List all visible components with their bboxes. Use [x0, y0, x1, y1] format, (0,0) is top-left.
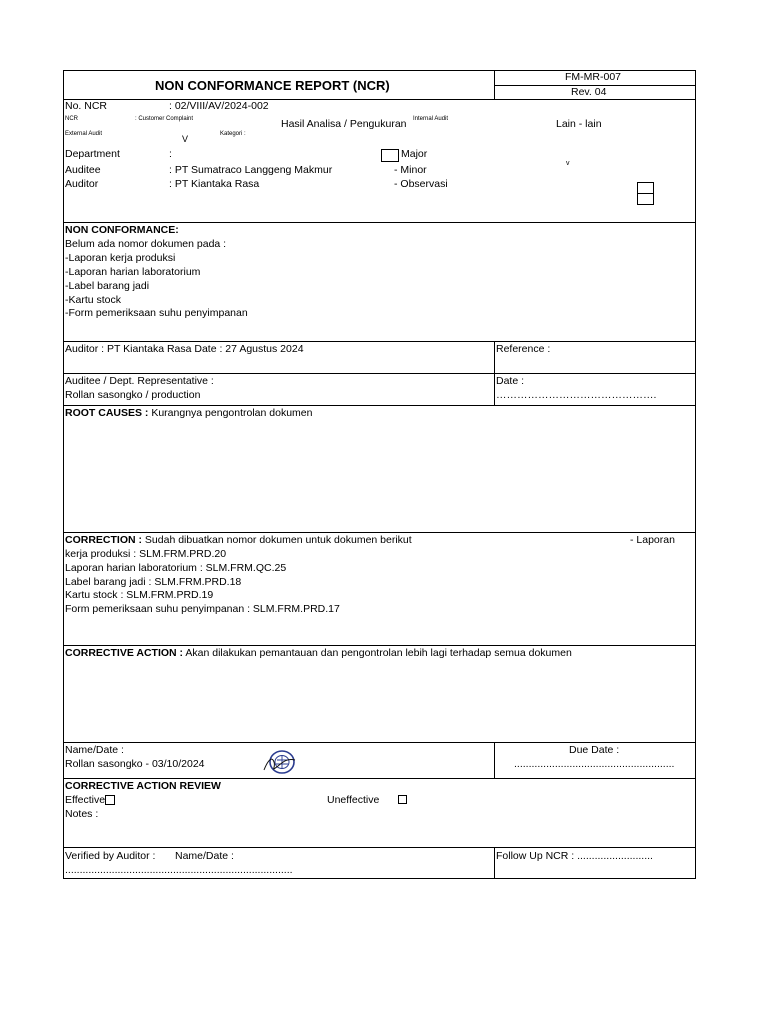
header-bottom-line [63, 99, 696, 100]
reference-label: Reference : [496, 343, 551, 355]
internal-audit-option: Internal Audit [413, 116, 449, 122]
corrective-action [65, 647, 572, 660]
auditee-label: Auditee [65, 164, 101, 176]
info-bottom-line [63, 222, 696, 223]
hasil-analisa-option: Hasil Analisa / Pengukuran [281, 118, 407, 130]
verified-by-auditor-label: Verified by Auditor : [65, 850, 156, 862]
representative-bottom-line [63, 405, 696, 406]
form-revision: Rev. 04 [571, 86, 607, 98]
root-causes-text: Kurangnya pengontrolan dokumen [151, 407, 313, 419]
correction-line: kerja produksi : SLM.FRM.PRD.20 [65, 548, 227, 560]
major-label: Major [401, 148, 428, 160]
correction-first-line [65, 534, 412, 547]
corrective-action-bottom-line [63, 742, 696, 743]
auditor-label: Auditor [65, 178, 99, 190]
nonconformance-line: -Form pemeriksaan suhu penyimpanan [65, 307, 248, 319]
corrective-action-label: CORRECTIVE ACTION : [65, 647, 184, 659]
correction-label: CORRECTION : [65, 534, 142, 546]
root-causes [65, 407, 312, 420]
nonconformance-line: -Laporan harian laboratorium [65, 266, 201, 278]
lain-lain-option: Lain - lain [556, 118, 602, 130]
due-date-label: Due Date : [569, 744, 620, 756]
no-ncr-label: No. NCR [65, 100, 108, 112]
nonconformance-bottom-line [63, 341, 696, 342]
verify-signature-field[interactable]: .............................................................................. [65, 864, 293, 876]
correction-bottom-line [63, 645, 696, 646]
notes-label: Notes : [65, 808, 99, 820]
signature-stamp [262, 748, 298, 776]
effective-label: Effective [65, 794, 106, 806]
signoff-divider [494, 742, 495, 778]
ncr-label: NCR [65, 116, 78, 122]
department-label: Department [65, 148, 120, 160]
observasi-checkbox[interactable] [637, 193, 654, 205]
minor-check-mark: v [566, 160, 570, 167]
correction-line: Kartu stock : SLM.FRM.PRD.19 [65, 589, 214, 601]
no-ncr-value: : 02/VIII/AV/2024-002 [169, 100, 269, 112]
uneffective-checkbox[interactable] [398, 795, 407, 804]
review-bottom-line [63, 847, 696, 848]
external-audit-option: External Audit [65, 131, 103, 137]
root-causes-label: ROOT CAUSES : [65, 407, 149, 419]
correction-line: Label barang jadi : SLM.FRM.PRD.18 [65, 576, 242, 588]
auditor-value: : PT Kiantaka Rasa [169, 178, 260, 190]
nonconformance-line: -Kartu stock [65, 294, 122, 306]
effective-checkbox[interactable] [105, 795, 115, 805]
name-date-value: Rollan sasongko - 03/10/2024 [65, 758, 205, 770]
form-code: FM-MR-007 [565, 71, 622, 83]
root-causes-bottom-line [63, 532, 696, 533]
date-label: Date : [496, 375, 525, 387]
correction-line: Laporan harian laboratorium : SLM.FRM.QC.25 [65, 562, 287, 574]
date-field[interactable]: ………………………………………. [496, 389, 657, 401]
correction-text: Sudah dibuatkan nomor dokumen untuk dokumen berikut [144, 534, 412, 546]
auditee-value: : PT Sumatraco Langgeng Makmur [169, 164, 333, 176]
auditor-date-line: Auditor : PT Kiantaka Rasa Date : 27 Agustus 2024 [65, 343, 304, 355]
auditee-representative-value: Rollan sasongko / production [65, 389, 201, 401]
follow-up-ncr: Follow Up NCR : .......................... [496, 850, 653, 862]
kategori-label: Kategori : [220, 131, 246, 137]
nonconformance-line: Belum ada nomor dokumen pada : [65, 238, 227, 250]
customer-complaint-option: : Customer Complaint [135, 116, 194, 122]
verify-divider [494, 847, 495, 879]
minor-label: - Minor [394, 164, 427, 176]
nonconformance-line: -Laporan kerja produksi [65, 252, 176, 264]
nonconformance-heading: NON CONFORMANCE: [65, 224, 179, 236]
form-title: NON CONFORMANCE REPORT (NCR) [155, 78, 390, 93]
due-date-field[interactable]: ....................................................... [514, 758, 675, 770]
corrective-action-review-heading: CORRECTIVE ACTION REVIEW [65, 780, 221, 792]
external-audit-check-mark: V [182, 134, 189, 144]
observasi-label: - Observasi [394, 178, 448, 190]
correction-line: Form pemeriksaan suhu penyimpanan : SLM.FRM.PRD.17 [65, 603, 340, 615]
corrective-action-text: Akan dilakukan pemantauan dan pengontrolan lebih lagi terhadap semua dokumen [185, 647, 572, 659]
auditee-representative-label: Auditee / Dept. Representative : [65, 375, 214, 387]
signoff-bottom-line [63, 778, 696, 779]
verify-name-date-label: Name/Date : [175, 850, 234, 862]
correction-right-text: - Laporan [630, 534, 675, 546]
auditor-section-line [63, 373, 696, 374]
name-date-label: Name/Date : [65, 744, 124, 756]
department-value: : [169, 148, 172, 160]
major-checkbox[interactable] [381, 149, 399, 162]
nonconformance-line: -Label barang jadi [65, 280, 150, 292]
uneffective-label: Uneffective [327, 794, 380, 806]
